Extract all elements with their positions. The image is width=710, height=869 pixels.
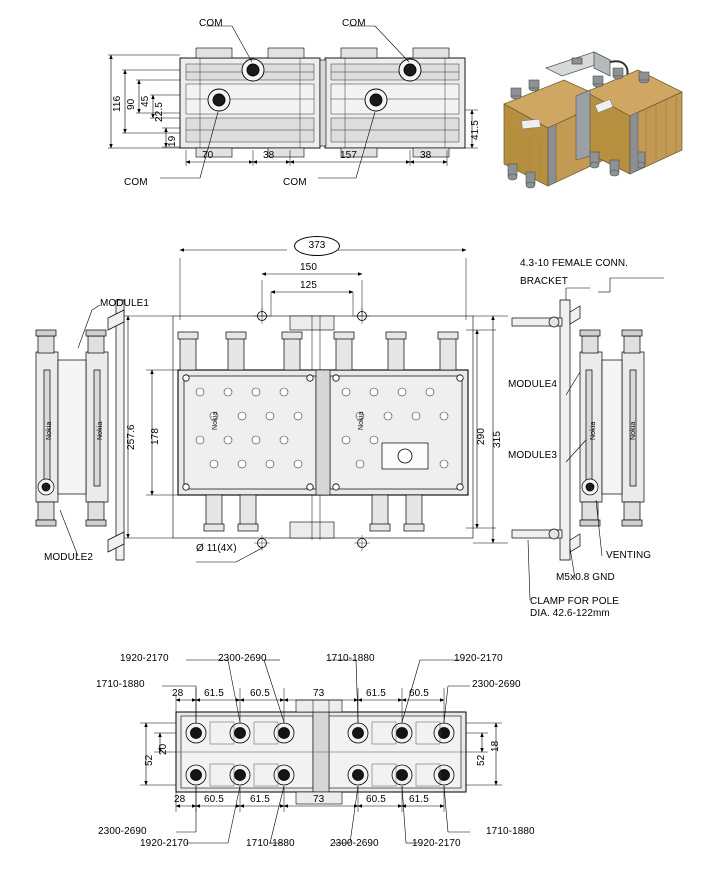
dim-bottom-left-20: 20 — [158, 743, 169, 755]
dim-front-125: 125 — [300, 280, 317, 291]
label-module3: MODULE3 — [508, 450, 558, 461]
dim-top-116: 116 — [112, 95, 123, 112]
dim-top-90: 90 — [126, 98, 137, 110]
dim-bottom-top-28: 28 — [172, 688, 184, 699]
band-bottom-5: 1920-2170 — [412, 838, 461, 849]
dim-front-150: 150 — [300, 262, 317, 273]
label-module4: MODULE4 — [508, 379, 558, 390]
dim-bottom-top-60-5: 60.5 — [250, 688, 270, 699]
dim-bottom-top-60-5b: 60.5 — [409, 688, 429, 699]
label-venting: VENTING — [606, 550, 652, 561]
band-top-6: 2300-2690 — [472, 679, 521, 690]
plate-text-left: Nokia — [212, 411, 219, 430]
band-bottom-6: 1710-1880 — [486, 826, 535, 837]
dim-top-22-5: 22.5 — [154, 102, 165, 122]
dim-top-41-5: 41.5 — [470, 120, 481, 140]
callout-com-bottom-right: COM — [283, 177, 307, 188]
dim-front-315: 315 — [492, 431, 503, 448]
dim-front-178: 178 — [150, 428, 161, 445]
dim-bottom-top-73: 73 — [313, 688, 325, 699]
dim-top-19: 19 — [167, 135, 178, 147]
callout-com-top-right: COM — [342, 18, 366, 29]
band-bottom-2: 1920-2170 — [140, 838, 189, 849]
label-gnd: M5x0.8 GND — [556, 572, 615, 583]
dim-front-373: 373 — [294, 236, 340, 256]
dim-top-157: 157 — [340, 150, 357, 161]
callout-com-bottom-left: COM — [124, 177, 148, 188]
plate-text-right: Nokia — [358, 411, 365, 430]
dim-bottom-bot-61-5: 61.5 — [250, 794, 270, 805]
label-female-conn: 4.3-10 FEMALE CONN. — [520, 258, 629, 269]
dim-top-70: 70 — [202, 150, 214, 161]
dim-bottom-left-52: 52 — [144, 754, 155, 766]
dim-bottom-bot-61-5b: 61.5 — [409, 794, 429, 805]
label-module1: MODULE1 — [100, 298, 150, 309]
side-plate-text-left: Nokia — [46, 421, 53, 440]
label-clamp-line1: CLAMP FOR POLE — [530, 596, 620, 607]
dim-bottom-bot-60-5b: 60.5 — [366, 794, 386, 805]
dim-front-257-6: 257.6 — [126, 424, 137, 450]
band-top-4: 1710-1880 — [326, 653, 375, 664]
band-top-5: 1920-2170 — [454, 653, 503, 664]
dim-top-38b: 38 — [420, 150, 432, 161]
dim-bottom-top-61-5b: 61.5 — [366, 688, 386, 699]
dim-bottom-bot-60-5: 60.5 — [204, 794, 224, 805]
band-top-3: 2300-2690 — [218, 653, 267, 664]
dim-top-45: 45 — [140, 95, 151, 107]
band-top-1: 1710-1880 — [96, 679, 145, 690]
label-module2: MODULE2 — [44, 552, 94, 563]
note-hole-dia: Ø 11(4X) — [196, 543, 237, 554]
product-photo — [486, 40, 696, 210]
label-bracket: BRACKET — [520, 276, 568, 287]
dim-front-290: 290 — [476, 428, 487, 445]
callout-com-top-left: COM — [199, 18, 223, 29]
dim-bottom-bot-28: 28 — [174, 794, 186, 805]
band-bottom-4: 2300-2690 — [330, 838, 379, 849]
side-plate-text-right2: Nokia — [630, 421, 637, 440]
band-bottom-1: 2300-2690 — [98, 826, 147, 837]
dim-bottom-bot-73: 73 — [313, 794, 325, 805]
side-plate-text-right: Nokia — [590, 421, 597, 440]
band-bottom-3: 1710-1880 — [246, 838, 295, 849]
label-clamp-line2: DIA. 42.6-122mm — [530, 608, 610, 619]
dim-top-38a: 38 — [263, 150, 275, 161]
dim-bottom-right-52: 52 — [476, 754, 487, 766]
band-top-2: 1920-2170 — [120, 653, 169, 664]
side-plate-text-left2: Nokia — [97, 421, 104, 440]
dim-bottom-right-18: 18 — [490, 740, 501, 752]
dim-bottom-top-61-5: 61.5 — [204, 688, 224, 699]
